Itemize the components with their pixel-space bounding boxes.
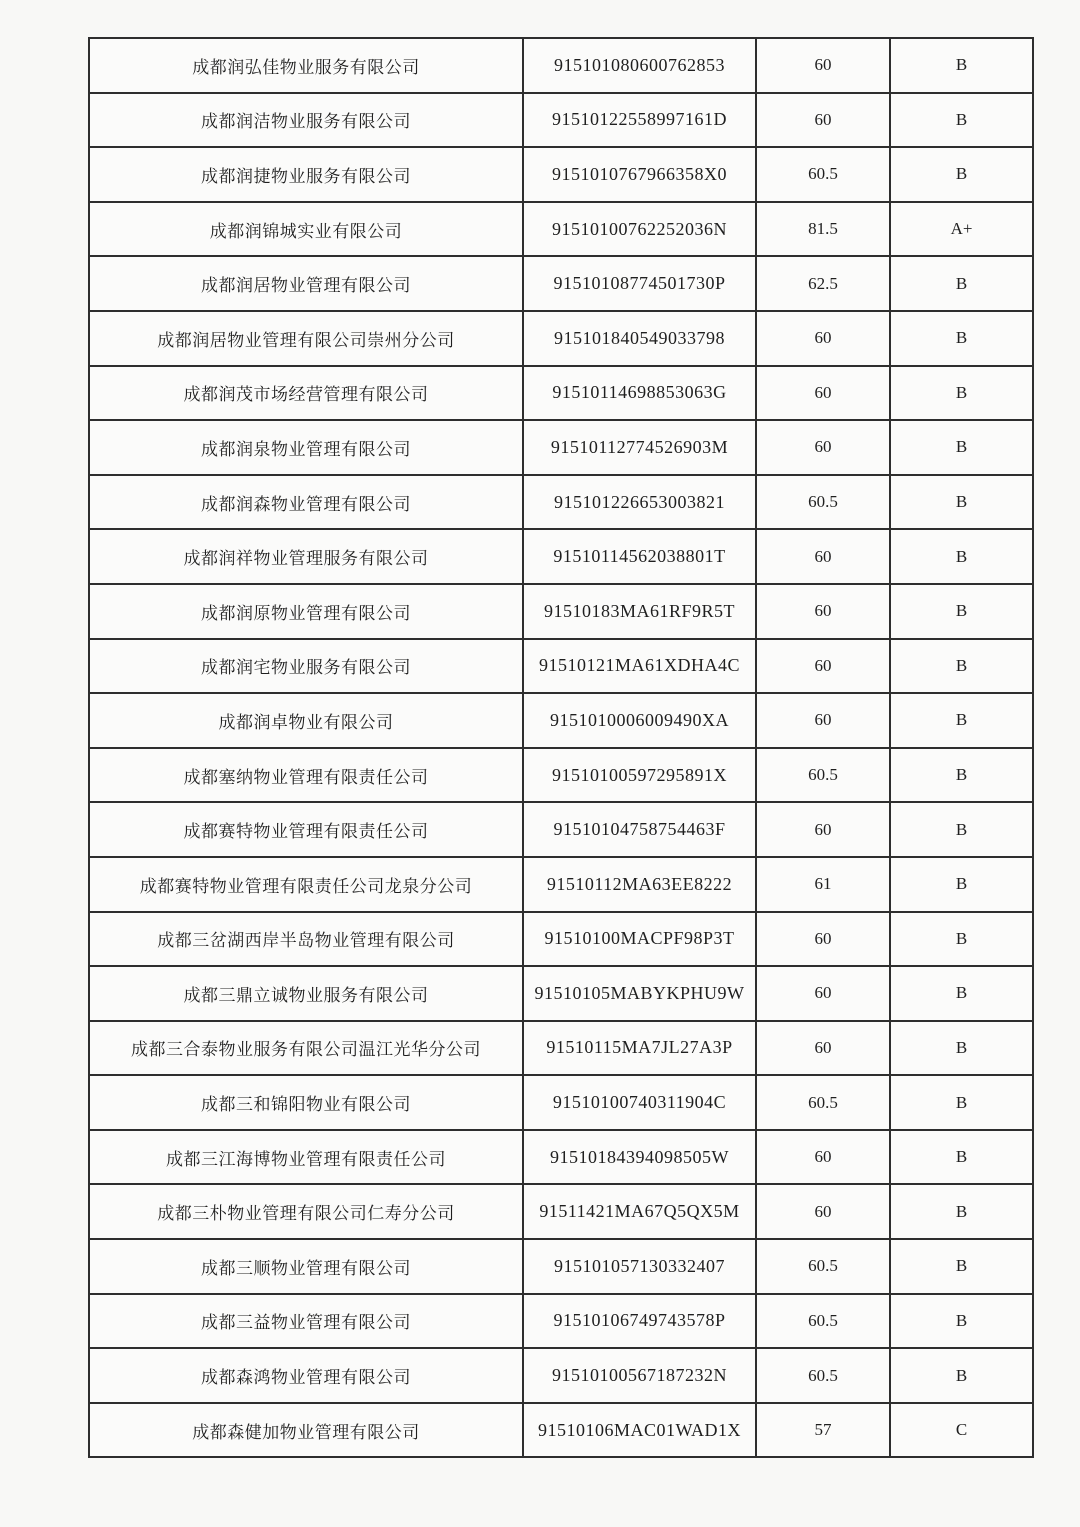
- table-row: [89, 1403, 1033, 1458]
- rating-cell: B: [890, 584, 1033, 639]
- company-name-cell: 成都三合泰物业服务有限公司温江光华分公司: [89, 1021, 523, 1076]
- rating-cell: B: [890, 529, 1033, 584]
- rating-cell: B: [890, 748, 1033, 803]
- credit-code-cell: 915101057130332407: [523, 1239, 756, 1294]
- table-row: [89, 1130, 1033, 1185]
- company-name-cell: 成都润祥物业管理服务有限公司: [89, 529, 523, 584]
- table-row: [89, 639, 1033, 694]
- credit-code-cell: 91510104758754463F: [523, 802, 756, 857]
- document-page: [88, 37, 1032, 1458]
- credit-code-cell: 91510100MACPF98P3T: [523, 912, 756, 967]
- rating-cell: B: [890, 475, 1033, 530]
- company-rating-table-body: [89, 38, 1033, 1457]
- score-cell: 60: [756, 529, 890, 584]
- company-name-cell: 成都三益物业管理有限公司: [89, 1294, 523, 1349]
- company-name-cell: 成都赛特物业管理有限责任公司龙泉分公司: [89, 857, 523, 912]
- credit-code-cell: 915101080600762853: [523, 38, 756, 93]
- company-name-cell: 成都森鸿物业管理有限公司: [89, 1348, 523, 1403]
- credit-code-cell: 91511421MA67Q5QX5M: [523, 1184, 756, 1239]
- score-cell: 60: [756, 912, 890, 967]
- table-row: [89, 802, 1033, 857]
- credit-code-cell: 9151010006009490XA: [523, 693, 756, 748]
- table-row: [89, 202, 1033, 257]
- credit-code-cell: 915101226653003821: [523, 475, 756, 530]
- table-row: [89, 366, 1033, 421]
- rating-cell: B: [890, 912, 1033, 967]
- table-row: [89, 1021, 1033, 1076]
- company-name-cell: 成都润泉物业管理有限公司: [89, 420, 523, 475]
- score-cell: 60: [756, 802, 890, 857]
- rating-cell: B: [890, 1348, 1033, 1403]
- rating-cell: B: [890, 1075, 1033, 1130]
- company-name-cell: 成都润卓物业有限公司: [89, 693, 523, 748]
- table-row: [89, 693, 1033, 748]
- score-cell: 60: [756, 966, 890, 1021]
- credit-code-cell: 91510100597295891X: [523, 748, 756, 803]
- company-rating-table: [88, 37, 1034, 1458]
- score-cell: 62.5: [756, 256, 890, 311]
- rating-cell: B: [890, 1021, 1033, 1076]
- table-row: [89, 584, 1033, 639]
- score-cell: 81.5: [756, 202, 890, 257]
- score-cell: 61: [756, 857, 890, 912]
- credit-code-cell: 91510121MA61XDHA4C: [523, 639, 756, 694]
- company-name-cell: 成都润居物业管理有限公司: [89, 256, 523, 311]
- score-cell: 60: [756, 1184, 890, 1239]
- table-row: [89, 420, 1033, 475]
- rating-cell: B: [890, 693, 1033, 748]
- credit-code-cell: 91510105MABYKPHU9W: [523, 966, 756, 1021]
- table-row: [89, 147, 1033, 202]
- company-name-cell: 成都润森物业管理有限公司: [89, 475, 523, 530]
- score-cell: 60: [756, 420, 890, 475]
- table-row: [89, 256, 1033, 311]
- table-row: [89, 93, 1033, 148]
- score-cell: 60.5: [756, 1239, 890, 1294]
- company-name-cell: 成都三和锦阳物业有限公司: [89, 1075, 523, 1130]
- company-name-cell: 成都润锦城实业有限公司: [89, 202, 523, 257]
- rating-cell: C: [890, 1403, 1033, 1458]
- rating-cell: B: [890, 1184, 1033, 1239]
- rating-cell: B: [890, 966, 1033, 1021]
- table-row: [89, 1075, 1033, 1130]
- rating-cell: B: [890, 256, 1033, 311]
- rating-cell: B: [890, 1130, 1033, 1185]
- company-name-cell: 成都赛特物业管理有限责任公司: [89, 802, 523, 857]
- credit-code-cell: 91510183MA61RF9R5T: [523, 584, 756, 639]
- credit-code-cell: 91510100567187232N: [523, 1348, 756, 1403]
- score-cell: 60: [756, 584, 890, 639]
- company-name-cell: 成都三岔湖西岸半岛物业管理有限公司: [89, 912, 523, 967]
- score-cell: 60.5: [756, 147, 890, 202]
- score-cell: 60: [756, 366, 890, 421]
- company-name-cell: 成都润弘佳物业服务有限公司: [89, 38, 523, 93]
- table-row: [89, 1348, 1033, 1403]
- credit-code-cell: 91510184394098505W: [523, 1130, 756, 1185]
- rating-cell: B: [890, 1239, 1033, 1294]
- score-cell: 60.5: [756, 748, 890, 803]
- credit-code-cell: 91510115MA7JL27A3P: [523, 1021, 756, 1076]
- credit-code-cell: 915101840549033798: [523, 311, 756, 366]
- table-row: [89, 912, 1033, 967]
- table-row: [89, 475, 1033, 530]
- credit-code-cell: 91510100762252036N: [523, 202, 756, 257]
- rating-cell: B: [890, 38, 1033, 93]
- rating-cell: B: [890, 1294, 1033, 1349]
- company-name-cell: 成都润居物业管理有限公司崇州分公司: [89, 311, 523, 366]
- table-row: [89, 1294, 1033, 1349]
- rating-cell: B: [890, 802, 1033, 857]
- table-row: [89, 748, 1033, 803]
- table-row: [89, 857, 1033, 912]
- score-cell: 60.5: [756, 1348, 890, 1403]
- table-row: [89, 529, 1033, 584]
- score-cell: 60.5: [756, 475, 890, 530]
- score-cell: 60: [756, 1130, 890, 1185]
- rating-cell: B: [890, 311, 1033, 366]
- company-name-cell: 成都三顺物业管理有限公司: [89, 1239, 523, 1294]
- company-name-cell: 成都三鼎立诚物业服务有限公司: [89, 966, 523, 1021]
- rating-cell: B: [890, 420, 1033, 475]
- score-cell: 60: [756, 1021, 890, 1076]
- table-row: [89, 311, 1033, 366]
- credit-code-cell: 91510100740311904C: [523, 1075, 756, 1130]
- score-cell: 60: [756, 38, 890, 93]
- score-cell: 60: [756, 639, 890, 694]
- rating-cell: B: [890, 639, 1033, 694]
- company-name-cell: 成都润宅物业服务有限公司: [89, 639, 523, 694]
- credit-code-cell: 91510108774501730P: [523, 256, 756, 311]
- credit-code-cell: 91510122558997161D: [523, 93, 756, 148]
- company-name-cell: 成都三朴物业管理有限公司仁寿分公司: [89, 1184, 523, 1239]
- company-name-cell: 成都润原物业管理有限公司: [89, 584, 523, 639]
- rating-cell: B: [890, 147, 1033, 202]
- score-cell: 60: [756, 311, 890, 366]
- rating-cell: B: [890, 93, 1033, 148]
- score-cell: 60: [756, 93, 890, 148]
- company-name-cell: 成都森健加物业管理有限公司: [89, 1403, 523, 1458]
- credit-code-cell: 91510114562038801T: [523, 529, 756, 584]
- table-row: [89, 1239, 1033, 1294]
- table-row: [89, 1184, 1033, 1239]
- credit-code-cell: 9151010767966358X0: [523, 147, 756, 202]
- company-name-cell: 成都三江海博物业管理有限责任公司: [89, 1130, 523, 1185]
- company-name-cell: 成都润茂市场经营管理有限公司: [89, 366, 523, 421]
- score-cell: 60.5: [756, 1075, 890, 1130]
- company-name-cell: 成都润捷物业服务有限公司: [89, 147, 523, 202]
- table-row: [89, 38, 1033, 93]
- rating-cell: A+: [890, 202, 1033, 257]
- credit-code-cell: 91510114698853063G: [523, 366, 756, 421]
- credit-code-cell: 91510106MAC01WAD1X: [523, 1403, 756, 1458]
- credit-code-cell: 91510112774526903M: [523, 420, 756, 475]
- rating-cell: B: [890, 857, 1033, 912]
- rating-cell: B: [890, 366, 1033, 421]
- score-cell: 57: [756, 1403, 890, 1458]
- table-row: [89, 966, 1033, 1021]
- credit-code-cell: 91510112MA63EE8222: [523, 857, 756, 912]
- credit-code-cell: 91510106749743578P: [523, 1294, 756, 1349]
- score-cell: 60: [756, 693, 890, 748]
- company-name-cell: 成都塞纳物业管理有限责任公司: [89, 748, 523, 803]
- company-name-cell: 成都润洁物业服务有限公司: [89, 93, 523, 148]
- score-cell: 60.5: [756, 1294, 890, 1349]
